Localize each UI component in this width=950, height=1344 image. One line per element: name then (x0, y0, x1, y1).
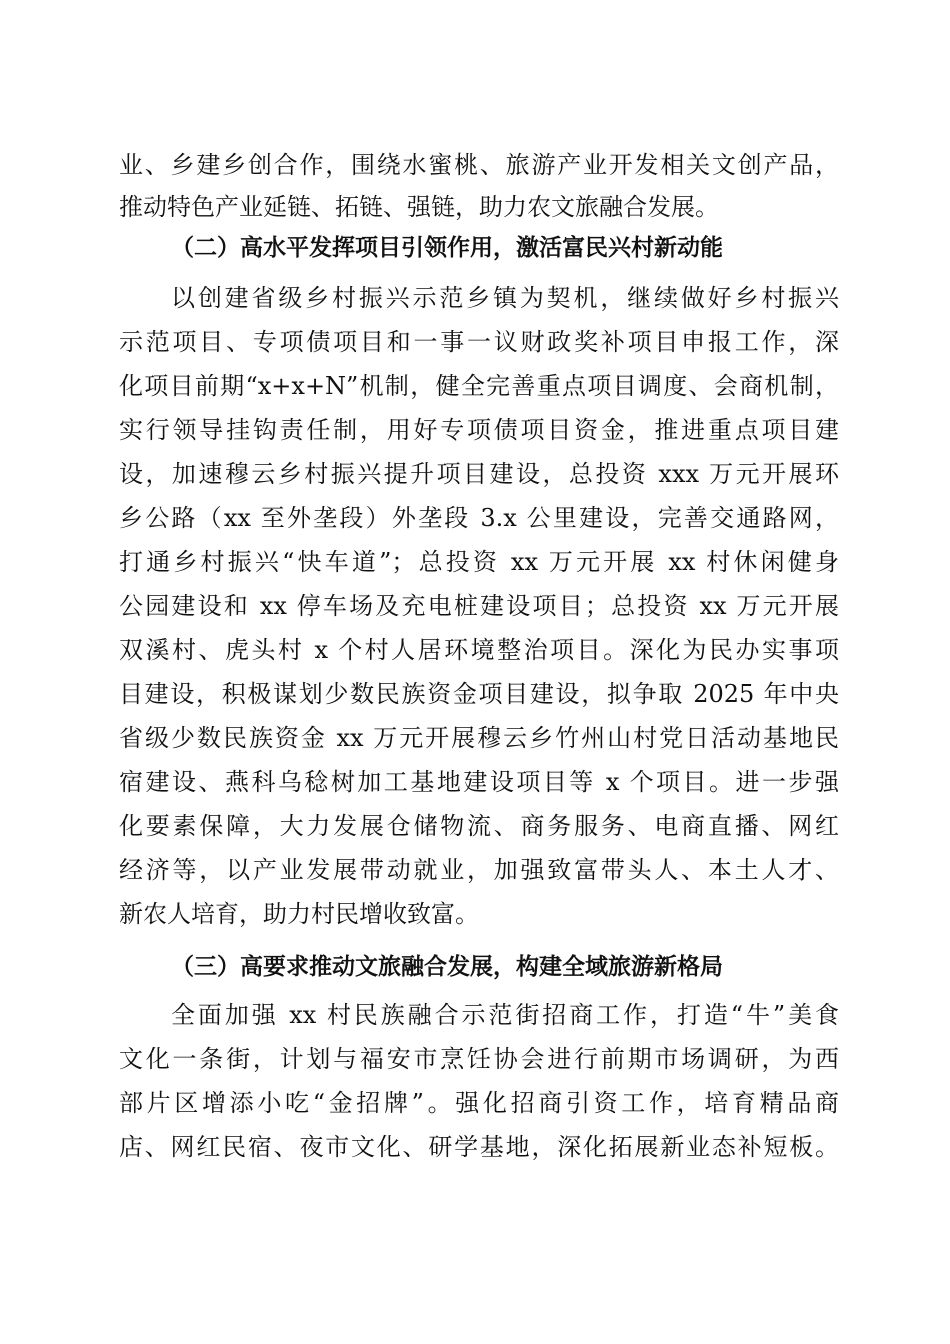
paragraph-line: 设，加速穆云乡村振兴提升项目建设，总投资 xxx 万元开展环 (119, 460, 839, 488)
paragraph-line: 目建设，积极谋划少数民族资金项目建设，拟争取 2025 年中央 (119, 680, 839, 708)
paragraph-line: 部片区增添小吃“金招牌”。强化招商引资工作，培育精品商 (119, 1089, 839, 1117)
paragraph-line: 宿建设、燕科乌稔树加工基地建设项目等 x 个项目。进一步强 (119, 768, 839, 796)
section-heading: （二）高水平发挥项目引领作用，激活富民兴村新动能 (171, 235, 723, 261)
paragraph-line: 打通乡村振兴“快车道”；总投资 xx 万元开展 xx 村休闲健身 (119, 548, 839, 576)
paragraph-line: 双溪村、虎头村 x 个村人居环境整治项目。深化为民办实事项 (119, 636, 839, 664)
section-heading: （三）高要求推动文旅融合发展，构建全域旅游新格局 (171, 954, 723, 980)
paragraph-line: 化要素保障，大力发展仓储物流、商务服务、电商直播、网红 (119, 812, 839, 840)
paragraph-line: 全面加强 xx 村民族融合示范街招商工作，打造“牛”美食 (171, 1001, 839, 1029)
paragraph-line: 乡公路（xx 至外垄段）外垄段 3.x 公里建设，完善交通路网， (119, 504, 839, 532)
paragraph-line: 实行领导挂钩责任制，用好专项债项目资金，推进重点项目建 (119, 416, 839, 444)
paragraph-line: 公园建设和 xx 停车场及充电桩建设项目；总投资 xx 万元开展 (119, 592, 839, 620)
paragraph-line: 以创建省级乡村振兴示范乡镇为契机，继续做好乡村振兴 (171, 284, 839, 312)
paragraph-line: 店、网红民宿、夜市文化、研学基地，深化拓展新业态补短板。 (119, 1133, 839, 1161)
paragraph-line: 示范项目、专项债项目和一事一议财政奖补项目申报工作，深 (119, 328, 839, 356)
paragraph-line: 经济等，以产业发展带动就业，加强致富带头人、本土人才、 (119, 856, 839, 884)
paragraph-line: 省级少数民族资金 xx 万元开展穆云乡竹州山村党日活动基地民 (119, 724, 839, 752)
paragraph-line: 化项目前期“x+x+N”机制，健全完善重点项目调度、会商机制， (119, 372, 839, 400)
paragraph-line: 推动特色产业延链、拓链、强链，助力农文旅融合发展。 (119, 193, 719, 221)
paragraph-line: 新农人培育，助力村民增收致富。 (119, 900, 479, 928)
paragraph-line: 文化一条街，计划与福安市烹饪协会进行前期市场调研，为西 (119, 1045, 839, 1073)
paragraph-line: 业、乡建乡创合作，围绕水蜜桃、旅游产业开发相关文创产品， (119, 151, 839, 179)
